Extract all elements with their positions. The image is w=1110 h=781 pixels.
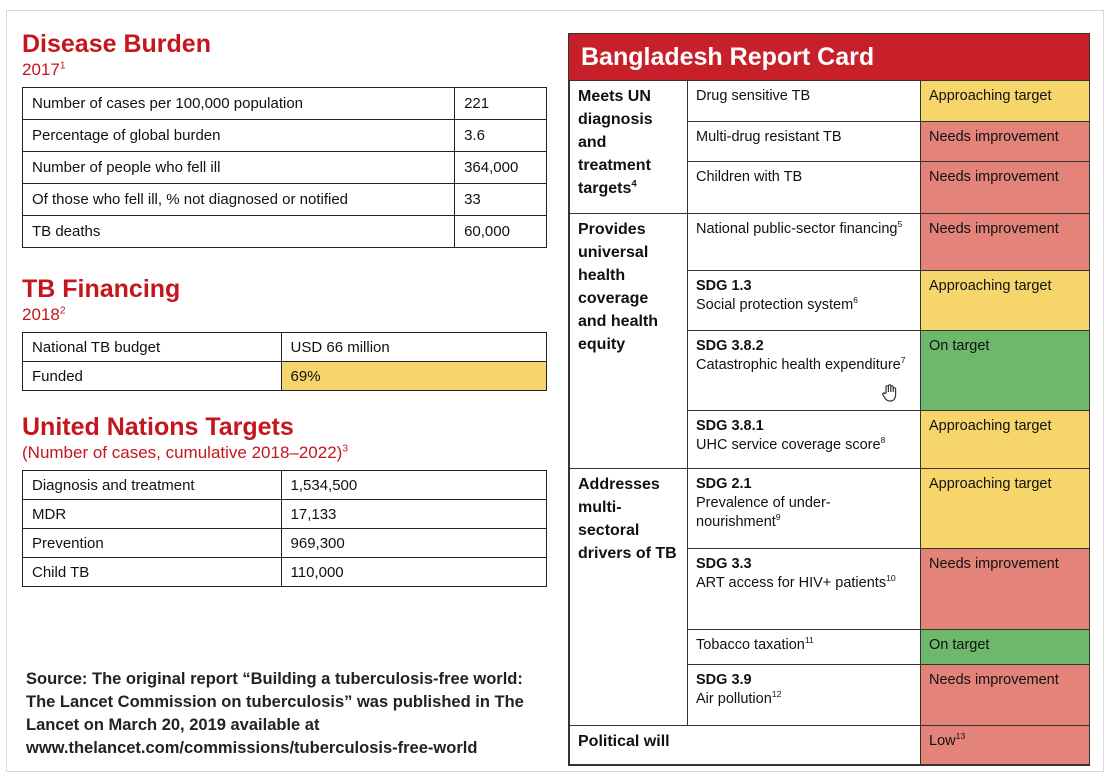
table-row: National TB budget USD 66 million: [23, 333, 547, 362]
category-political-will: Political will: [570, 726, 921, 765]
table-row: Child TB 110,000: [23, 558, 547, 587]
table-row: MDR 17,133: [23, 500, 547, 529]
status-badge: Needs improvement: [921, 665, 1090, 726]
report-card-title: Bangladesh Report Card: [569, 34, 1089, 80]
table-row: [570, 214, 1090, 271]
un-targets-title: United Nations Targets: [22, 413, 294, 441]
table-row: Diagnosis and treatment 1,534,500: [23, 471, 547, 500]
indicator-label: Drug sensitive TB: [688, 81, 921, 122]
status-badge: Low$^{13}$: [921, 726, 1090, 765]
table-row: Of those who fell ill, % not diagnosed or notified 33: [23, 184, 547, 216]
un-targets-subtitle: (Number of cases, cumulative 2018–2022)$^3$: [22, 443, 349, 462]
report-card: [568, 33, 1090, 766]
un-targets-table: [22, 470, 547, 587]
status-badge: Needs improvement: [921, 162, 1090, 214]
tb-financing-year: 2018$^2$: [22, 305, 66, 324]
left-column: [22, 30, 547, 587]
category-drivers: Addresses multi-sectoral drivers of TB: [570, 469, 688, 726]
indicator-label: Multi-drug resistant TB: [688, 122, 921, 162]
indicator-label: SDG 2.1 Prevalence of under-nourishment$^9$: [688, 469, 921, 549]
status-badge: Needs improvement: [921, 122, 1090, 162]
status-badge: Approaching target: [921, 411, 1090, 469]
status-badge: Approaching target: [921, 469, 1090, 549]
status-badge: Needs improvement: [921, 549, 1090, 630]
disease-burden-title: Disease Burden: [22, 30, 211, 58]
table-row: [570, 469, 1090, 549]
indicator-label: Children with TB: [688, 162, 921, 214]
table-row: Number of people who fell ill 364,000: [23, 152, 547, 184]
indicator-label: SDG 1.3 Social protection system$^6$: [688, 271, 921, 331]
table-row: Percentage of global burden 3.6: [23, 120, 547, 152]
table-row: Funded 69%: [23, 362, 547, 391]
table-row: [570, 81, 1090, 122]
category-uhc: Provides universal health coverage and health equity: [570, 214, 688, 469]
table-row: TB deaths 60,000: [23, 216, 547, 248]
disease-burden-table: [22, 87, 547, 248]
indicator-label: SDG 3.8.2 Catastrophic health expenditure$^7$: [688, 331, 921, 411]
table-row: Number of cases per 100,000 population 221: [23, 88, 547, 120]
table-row: [570, 726, 1090, 765]
report-card-table: [569, 80, 1090, 765]
disease-burden-year: 2017$^1$: [22, 60, 66, 79]
status-badge: On target: [921, 630, 1090, 665]
tb-financing-title: TB Financing: [22, 275, 181, 303]
table-row: Prevention 969,300: [23, 529, 547, 558]
indicator-label: SDG 3.3 ART access for HIV+ patients$^{10}$: [688, 549, 921, 630]
indicator-label: Tobacco taxation$^{11}$: [688, 630, 921, 665]
category-un-targets: Meets UN diagnosis and treatment targets$^4$: [570, 81, 688, 214]
indicator-label: National public-sector financing$^5$: [688, 214, 921, 271]
tb-financing-table: [22, 332, 547, 391]
source-note: Source: The original report “Building a tuberculosis-free world: The Lancet Commission on tuberculosis” was published in The Lancet on March 20, 2019 available at www.thelancet.com/commissions/tuberculosis-free-world: [26, 670, 524, 757]
hand-cursor-icon: [880, 383, 900, 408]
status-badge: Approaching target: [921, 271, 1090, 331]
indicator-label: SDG 3.8.1 UHC service coverage score$^8$: [688, 411, 921, 469]
indicator-label: SDG 3.9 Air pollution$^{12}$: [688, 665, 921, 726]
status-badge: Needs improvement: [921, 214, 1090, 271]
status-badge: On target: [921, 331, 1090, 411]
status-badge: Approaching target: [921, 81, 1090, 122]
